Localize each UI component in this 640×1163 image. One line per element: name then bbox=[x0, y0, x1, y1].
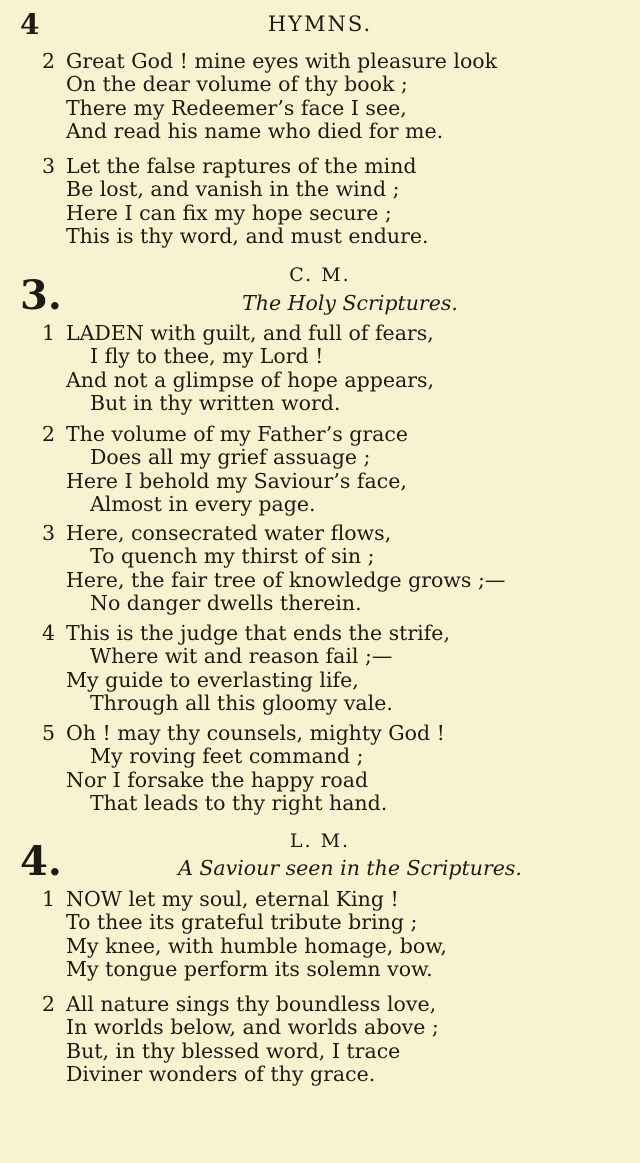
hymn-title: The Holy Scriptures. bbox=[242, 291, 458, 315]
verse-line: Nor I forsake the happy road bbox=[66, 767, 369, 792]
verse-line: Diviner wonders of thy grace. bbox=[66, 1061, 376, 1086]
verse-line: But in thy written word. bbox=[90, 390, 341, 415]
verse-line: Almost in every page. bbox=[90, 491, 316, 516]
hymn-number: 3. bbox=[20, 272, 62, 319]
verse-number: 2 bbox=[42, 422, 56, 446]
verse-line: Here I can fix my hope secure ; bbox=[66, 200, 392, 225]
verse-line: My guide to everlasting life, bbox=[66, 667, 359, 692]
verse-line: That leads to thy right hand. bbox=[90, 790, 388, 815]
verse-number: 5 bbox=[42, 721, 56, 745]
verse-line: Great God ! mine eyes with pleasure look bbox=[66, 49, 498, 73]
verse-line: In worlds below, and worlds above ; bbox=[66, 1015, 439, 1040]
verse-line: Oh ! may thy counsels, mighty God ! bbox=[66, 721, 445, 745]
verse-line: Let the false raptures of the mind bbox=[66, 154, 417, 178]
verse-line: All nature sings thy boundless love, bbox=[66, 992, 437, 1016]
verse-line: And read his name who died for me. bbox=[66, 118, 444, 143]
verse-number: 2 bbox=[42, 49, 56, 73]
verse-line: My roving feet command ; bbox=[90, 744, 364, 769]
verse-line: The volume of my Father’s grace bbox=[66, 422, 409, 446]
verse-line: Here I behold my Saviour’s face, bbox=[66, 468, 407, 493]
hymn-title: A Saviour seen in the Scriptures. bbox=[178, 856, 522, 880]
hymn-meter: L. M. bbox=[289, 830, 351, 852]
verse-line: To quench my thirst of sin ; bbox=[90, 544, 375, 569]
verse-number: 3 bbox=[42, 154, 56, 178]
hymn-meter: C. M. bbox=[289, 264, 351, 286]
verse-number: 4 bbox=[42, 621, 56, 645]
verse-line: No danger dwells therein. bbox=[90, 590, 362, 615]
verse-number: 1 bbox=[42, 321, 56, 345]
verse-line: This is the judge that ends the strife, bbox=[66, 621, 450, 645]
verse-line: Through all this gloomy vale. bbox=[90, 690, 393, 715]
verse-line: My tongue perform its solemn vow. bbox=[66, 956, 433, 981]
verse-line: Here, consecrated water flows, bbox=[66, 521, 392, 545]
verse-line: And not a glimpse of hope appears, bbox=[66, 367, 435, 392]
verse-number: 1 bbox=[42, 887, 56, 911]
verse-number: 3 bbox=[42, 521, 56, 545]
page-number: 4 bbox=[20, 8, 40, 41]
verse-number: 2 bbox=[42, 992, 56, 1016]
verse-line: On the dear volume of thy book ; bbox=[66, 72, 408, 97]
verse-line: Be lost, and vanish in the wind ; bbox=[66, 177, 400, 202]
verse-line: To thee its grateful tribute bring ; bbox=[66, 910, 418, 935]
page-header bbox=[0, 6, 640, 40]
running-title: HYMNS. bbox=[267, 12, 373, 36]
hymn-number: 4. bbox=[20, 838, 62, 885]
verse-line: But, in thy blessed word, I trace bbox=[66, 1038, 401, 1063]
verse-line: LADEN with guilt, and full of fears, bbox=[66, 321, 434, 345]
verse-line: I fly to thee, my Lord ! bbox=[90, 344, 324, 369]
verse-line: Does all my grief assuage ; bbox=[90, 445, 371, 470]
verse-line: Here, the fair tree of knowledge grows ;— bbox=[66, 567, 506, 592]
verse-line: There my Redeemer’s face I see, bbox=[66, 95, 407, 120]
verse-line: NOW let my soul, eternal King ! bbox=[66, 887, 399, 911]
verse-line: Where wit and reason fail ;— bbox=[90, 644, 393, 669]
verse-line: This is thy word, and must endure. bbox=[66, 223, 429, 248]
verse-line: My knee, with humble homage, bow, bbox=[66, 933, 447, 958]
